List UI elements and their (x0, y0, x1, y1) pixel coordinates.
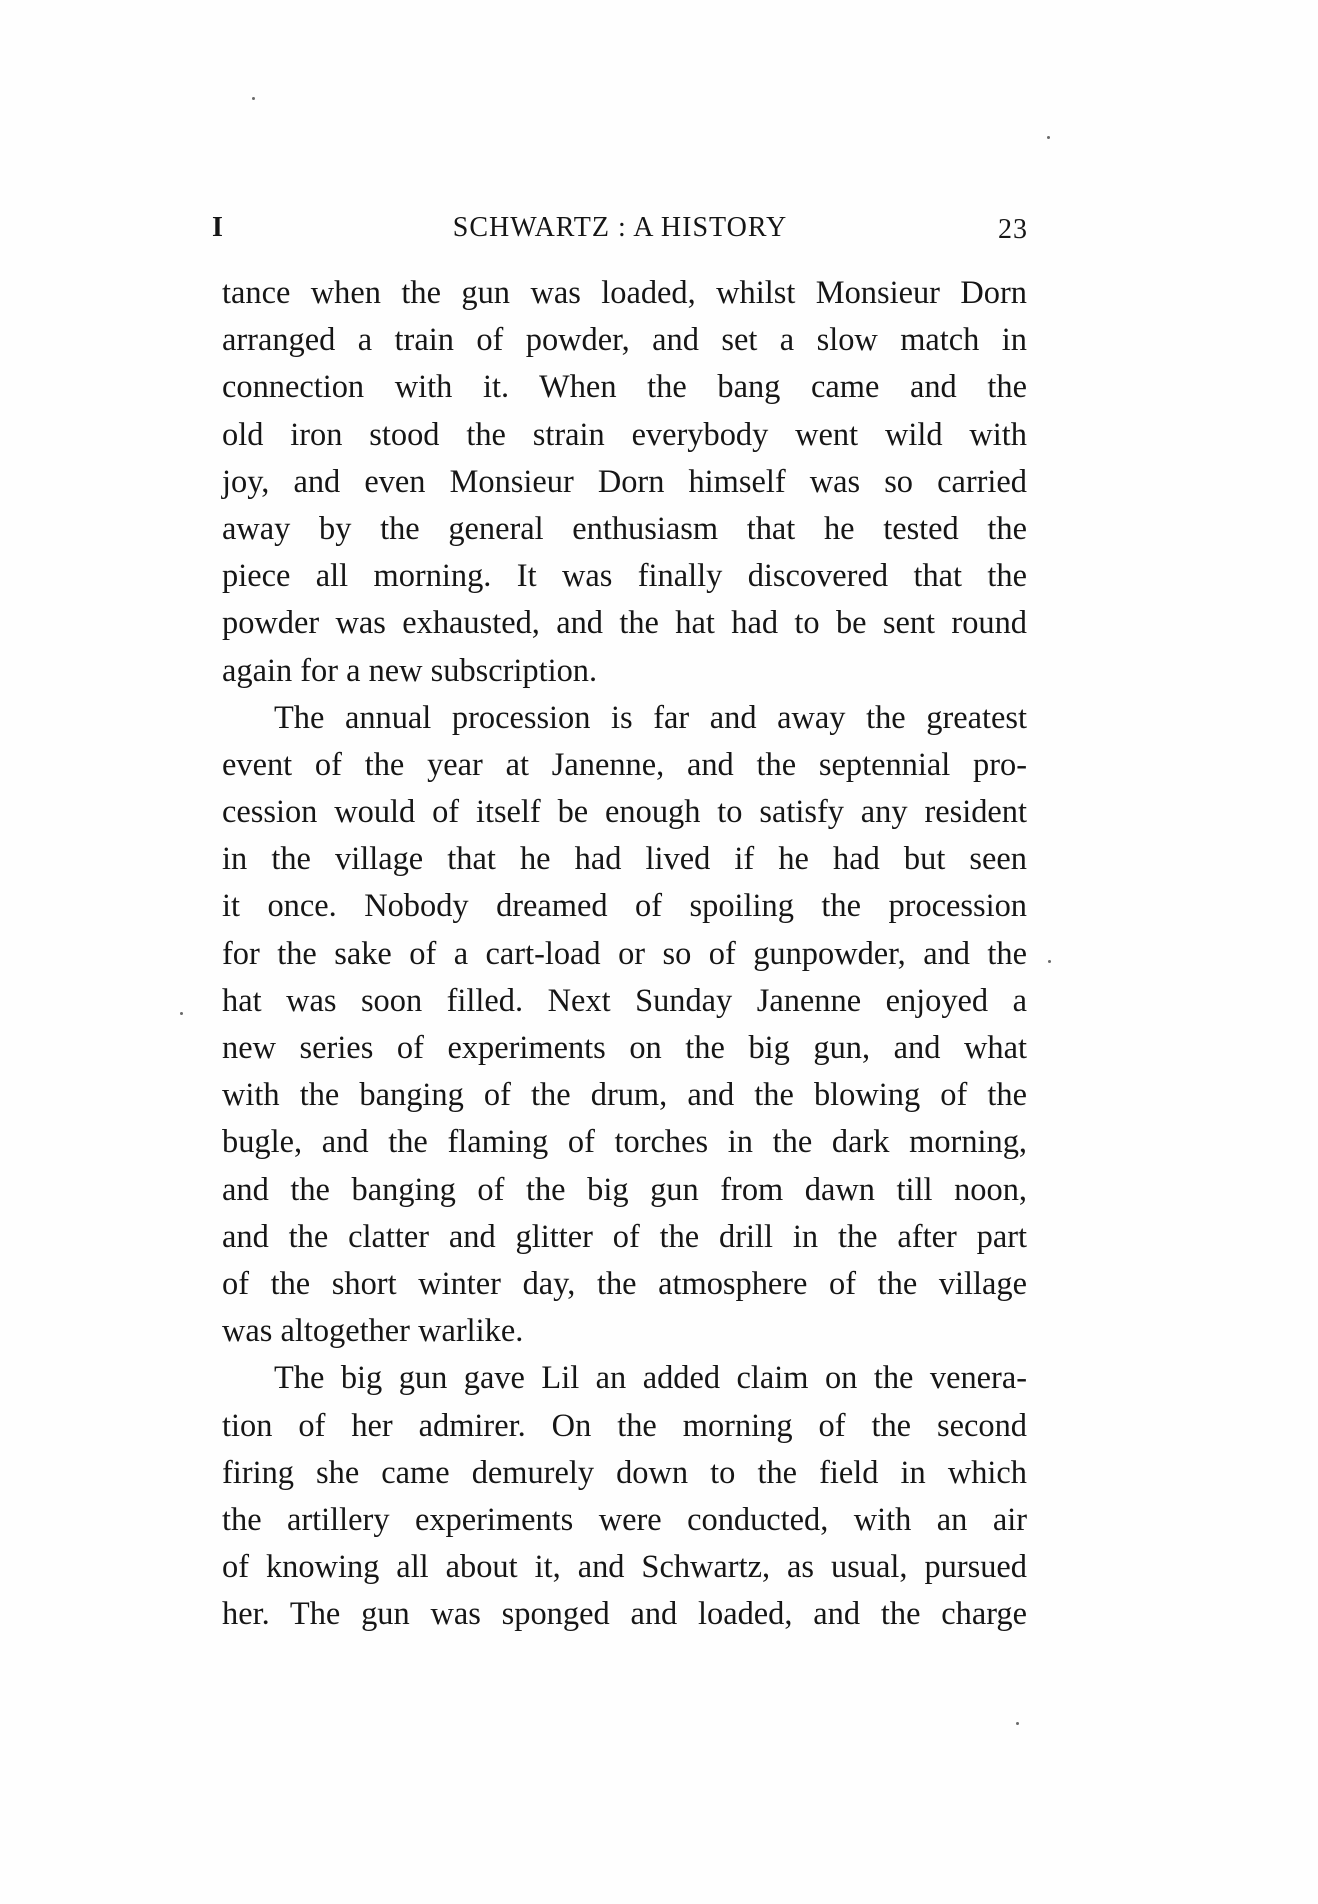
text-line: tion of her admirer. On the morning of the second (222, 1407, 1027, 1444)
text-line: again for a new subscription. (222, 652, 598, 689)
ink-speck (1016, 1722, 1019, 1725)
running-header (212, 212, 1028, 252)
text-line: away by the general enthusiasm that he tested the (222, 510, 1027, 547)
text-line: firing she came demurely down to the field in which (222, 1454, 1027, 1491)
running-title: SCHWARTZ : A HISTORY (452, 212, 788, 243)
text-line: the artillery experiments were conducted, with an air (222, 1501, 1027, 1538)
text-line: connection with it. When the bang came and the (222, 369, 1027, 406)
text-line: event of the year at Janenne, and the septennial pro- (222, 746, 1027, 783)
text-line: of the short winter day, the atmosphere of the village (222, 1265, 1027, 1302)
text-line: with the banging of the drum, and the blowing of the (222, 1077, 1027, 1114)
ink-speck (180, 1012, 183, 1015)
text-line: her. The gun was sponged and loaded, and the charge (222, 1596, 1027, 1633)
text-line: The annual procession is far and away the greatest (274, 699, 1027, 736)
text-line: it once. Nobody dreamed of spoiling the procession (222, 888, 1027, 925)
page-number: 23 (998, 214, 1028, 245)
text-line: hat was soon filled. Next Sunday Janenne enjoyed a (222, 982, 1027, 1019)
text-line: The big gun gave Lil an added claim on the venera- (274, 1360, 1027, 1397)
ink-speck (252, 97, 255, 100)
text-line: joy, and even Monsieur Dorn himself was so carried (222, 463, 1027, 500)
text-line: powder was exhausted, and the hat had to be sent round (222, 605, 1027, 642)
text-line: of knowing all about it, and Schwartz, as usual, pursued (222, 1549, 1027, 1586)
text-line: arranged a train of powder, and set a slow match in (222, 322, 1027, 359)
text-line: for the sake of a cart-load or so of gunpowder, and the (222, 935, 1027, 972)
text-line: tance when the gun was loaded, whilst Monsieur Dorn (222, 275, 1027, 311)
ink-speck (1047, 136, 1050, 139)
paragraph (222, 1355, 1027, 1638)
paragraph (222, 270, 1027, 695)
body-text (222, 270, 1027, 1638)
text-line: piece all morning. It was finally discovered that the (222, 558, 1027, 595)
text-line: was altogether warlike. (222, 1313, 524, 1350)
text-line: bugle, and the flaming of torches in the dark morning, (222, 1124, 1027, 1161)
text-line: and the clatter and glitter of the drill in the after part (222, 1218, 1027, 1255)
text-line: and the banging of the big gun from dawn till noon, (222, 1171, 1027, 1208)
text-line: new series of experiments on the big gun, and what (222, 1030, 1027, 1066)
paragraph (222, 695, 1027, 1356)
text-line: in the village that he had lived if he had but seen (222, 841, 1027, 878)
text-line: old iron stood the strain everybody went wild with (222, 416, 1027, 453)
ink-speck (1048, 960, 1051, 963)
chapter-number: I (212, 212, 224, 243)
text-line: cession would of itself be enough to satisfy any resident (222, 794, 1027, 831)
